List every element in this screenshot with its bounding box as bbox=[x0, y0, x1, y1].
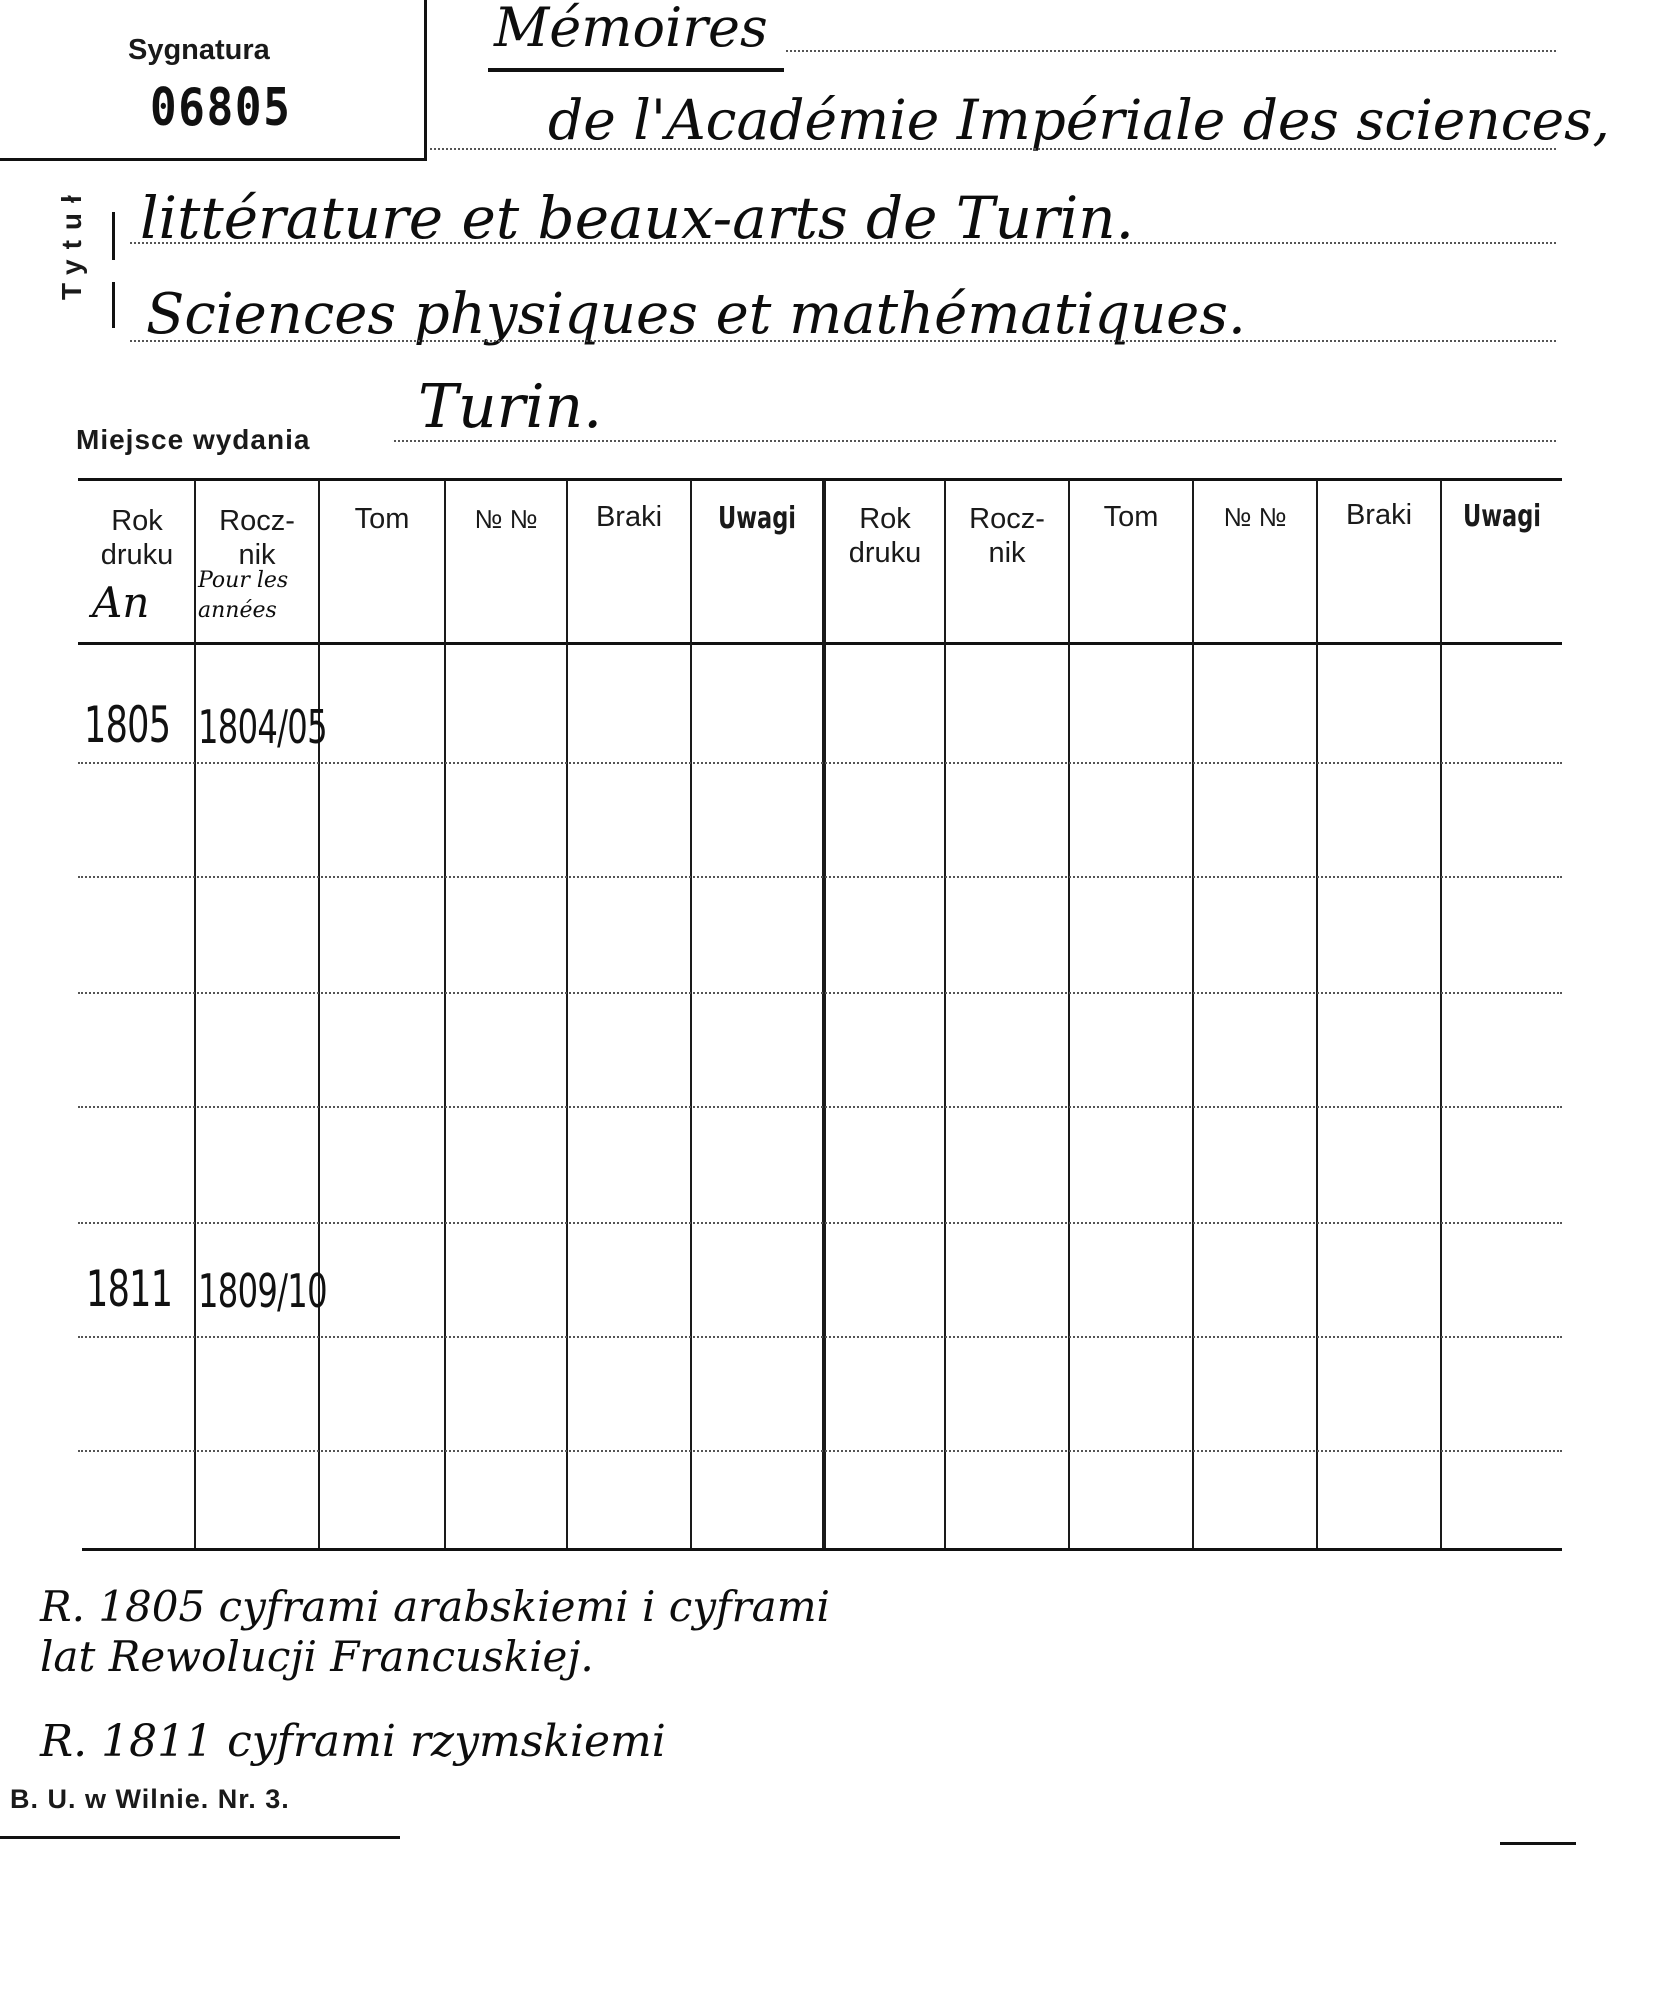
place-value: Turin. bbox=[418, 372, 603, 442]
row-rule bbox=[78, 1106, 1562, 1108]
cell-rok: 1805 bbox=[84, 696, 171, 754]
note-line-1: R. 1805 cyframi arabskiemi i cyframi bbox=[40, 1582, 830, 1631]
col-divider bbox=[1440, 480, 1442, 1548]
title-line-2: de l'Académie Impériale des sciences, bbox=[548, 88, 1610, 152]
header-rocznik-note: Pour les années bbox=[198, 568, 289, 623]
header-tom-right: Tom bbox=[1103, 501, 1159, 533]
cell-rok: 1811 bbox=[86, 1260, 173, 1318]
col-divider bbox=[444, 480, 446, 1548]
title-underline bbox=[488, 68, 784, 72]
row-rule bbox=[78, 1222, 1562, 1224]
row-rule bbox=[78, 1336, 1562, 1338]
header-rok: Rok druku bbox=[100, 505, 174, 571]
dotted-line-place bbox=[394, 440, 1556, 442]
header-braki: Braki bbox=[595, 501, 663, 533]
table-top-rule bbox=[78, 478, 1562, 481]
header-rok-note: An bbox=[92, 578, 150, 627]
sygnatura-value: 06805 bbox=[150, 78, 292, 138]
col-divider bbox=[1068, 480, 1070, 1548]
header-uwagi: Uwagi bbox=[717, 501, 797, 536]
row-rule bbox=[78, 876, 1562, 878]
header-rocznik-right: Rocz- nik bbox=[969, 503, 1045, 569]
sygnatura-box bbox=[0, 0, 427, 161]
center-divider bbox=[822, 480, 826, 1548]
title-line-1: Mémoires bbox=[494, 0, 768, 59]
dotted-line-4 bbox=[130, 340, 1556, 342]
tytul-label: Tytuł bbox=[56, 185, 87, 300]
title-line-4: Sciences physiques et mathématiques. bbox=[146, 282, 1246, 347]
col-divider bbox=[1316, 480, 1318, 1548]
col-divider bbox=[566, 480, 568, 1548]
col-divider bbox=[194, 480, 196, 1548]
dotted-line-3 bbox=[130, 242, 1556, 244]
header-braki-right: Braki bbox=[1345, 499, 1413, 531]
header-rok-right: Rok druku bbox=[848, 503, 922, 569]
row-rule bbox=[78, 762, 1562, 764]
header-nr: № № bbox=[474, 504, 538, 534]
table-bottom-rule bbox=[82, 1548, 1562, 1551]
col-divider bbox=[1192, 480, 1194, 1548]
table-header-rule bbox=[78, 642, 1562, 645]
cell-rocznik: 1809/10 bbox=[198, 1264, 327, 1318]
header-rocznik: Rocz- nik bbox=[219, 505, 295, 571]
footer-print: B. U. w Wilnie. Nr. 3. bbox=[10, 1784, 290, 1814]
footer-rule-right bbox=[1500, 1842, 1576, 1845]
sygnatura-label: Sygnatura bbox=[128, 34, 270, 66]
footer-rule bbox=[0, 1836, 400, 1839]
note-line-2: lat Rewolucji Francuskiej. bbox=[40, 1632, 594, 1681]
tytul-bracket-1 bbox=[112, 212, 115, 260]
row-rule bbox=[78, 992, 1562, 994]
tytul-bracket-2 bbox=[112, 282, 115, 328]
cell-rocznik: 1804/05 bbox=[198, 700, 327, 754]
dotted-line-1 bbox=[786, 50, 1556, 52]
col-divider bbox=[944, 480, 946, 1548]
place-label: Miejsce wydania bbox=[76, 424, 311, 455]
dotted-line-2 bbox=[430, 148, 1556, 150]
title-line-3: littérature et beaux-arts de Turin. bbox=[140, 184, 1135, 252]
header-nr-right: № № bbox=[1223, 502, 1287, 532]
row-rule bbox=[78, 1450, 1562, 1452]
header-uwagi-right: Uwagi bbox=[1462, 499, 1542, 534]
header-tom: Tom bbox=[354, 503, 410, 535]
note-line-3: R. 1811 cyframi rzymskiemi bbox=[40, 1716, 666, 1767]
col-divider bbox=[318, 480, 320, 1548]
col-divider bbox=[690, 480, 692, 1548]
